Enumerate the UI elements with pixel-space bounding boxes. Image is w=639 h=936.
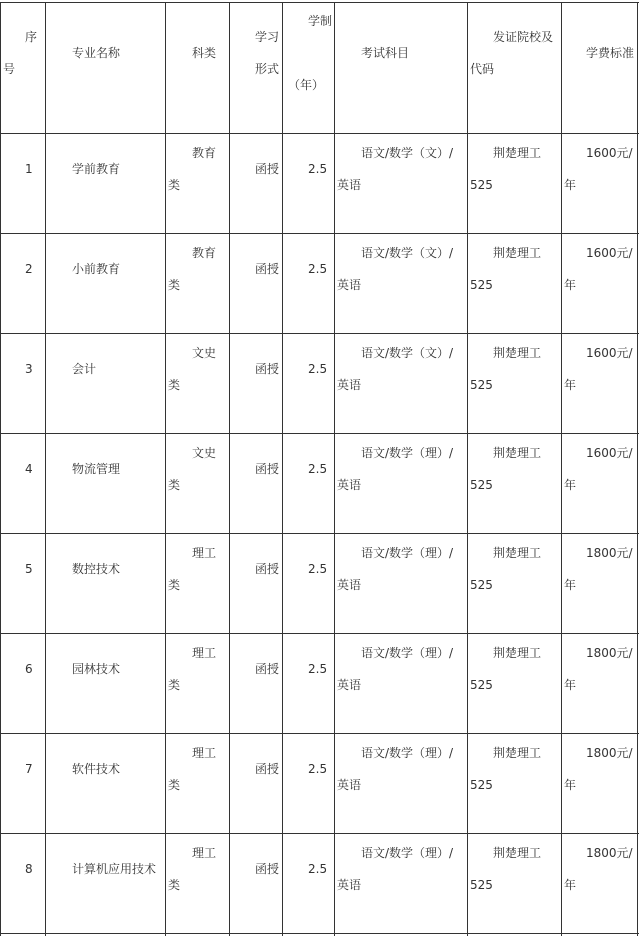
cell-major: 软件技术 (72, 762, 121, 776)
cell-school: 525 (470, 278, 493, 292)
header-school: 代码 (470, 62, 495, 76)
cell-category: 理工 (192, 746, 217, 760)
cell-seq: 5 (25, 562, 33, 576)
header-subjects: 考试科目 (361, 46, 410, 60)
header-seq: 序 (25, 30, 38, 44)
cell-fee: 年 (564, 878, 577, 892)
cell-category: 理工 (192, 646, 217, 660)
grid-line (0, 2, 639, 3)
cell-seq: 3 (25, 362, 33, 376)
cell-subjects: 语文/数学（理）/ (361, 846, 454, 860)
cell-major: 学前教育 (72, 162, 121, 176)
cell-fee: 1600元/ (586, 446, 633, 460)
cell-fee: 年 (564, 278, 577, 292)
header-category: 科类 (192, 46, 217, 60)
grid-line (637, 2, 638, 936)
cell-subjects: 语文/数学（文）/ (361, 346, 454, 360)
cell-seq: 2 (25, 262, 33, 276)
cell-subjects: 语文/数学（文）/ (361, 246, 454, 260)
cell-study-mode: 函授 (255, 562, 280, 576)
cell-category: 类 (168, 678, 181, 692)
cell-category: 教育 (192, 146, 217, 160)
cell-school: 荆楚理工 (493, 546, 542, 560)
header-major: 专业名称 (72, 46, 121, 60)
cell-study-mode: 函授 (255, 862, 280, 876)
cell-school: 525 (470, 478, 493, 492)
grid-line (0, 733, 639, 734)
grid-line (0, 133, 639, 134)
cell-study-mode: 函授 (255, 762, 280, 776)
cell-category: 教育 (192, 246, 217, 260)
cell-duration: 2.5 (308, 362, 328, 376)
cell-fee: 年 (564, 578, 577, 592)
header-fee: 学费标准 (586, 46, 635, 60)
cell-fee: 1800元/ (586, 746, 633, 760)
cell-category: 类 (168, 778, 181, 792)
cell-subjects: 英语 (337, 378, 362, 392)
cell-category: 文史 (192, 346, 217, 360)
cell-subjects: 语文/数学（理）/ (361, 546, 454, 560)
cell-major: 园林技术 (72, 662, 121, 676)
cell-duration: 2.5 (308, 162, 328, 176)
cell-category: 类 (168, 378, 181, 392)
cell-study-mode: 函授 (255, 462, 280, 476)
cell-category: 理工 (192, 546, 217, 560)
cell-category: 类 (168, 878, 181, 892)
cell-category: 文史 (192, 446, 217, 460)
grid-line (0, 233, 639, 234)
cell-subjects: 语文/数学（理）/ (361, 746, 454, 760)
cell-fee: 年 (564, 178, 577, 192)
cell-study-mode: 函授 (255, 262, 280, 276)
grid-line (0, 633, 639, 634)
cell-category: 类 (168, 278, 181, 292)
cell-school: 荆楚理工 (493, 746, 542, 760)
header-duration: 学制 (308, 14, 333, 28)
cell-seq: 6 (25, 662, 33, 676)
cell-fee: 年 (564, 678, 577, 692)
grid-line (0, 2, 1, 936)
cell-school: 525 (470, 378, 493, 392)
cell-school: 525 (470, 878, 493, 892)
cell-school: 525 (470, 778, 493, 792)
cell-fee: 年 (564, 478, 577, 492)
cell-school: 荆楚理工 (493, 146, 542, 160)
cell-subjects: 英语 (337, 178, 362, 192)
cell-subjects: 英语 (337, 278, 362, 292)
cell-category: 理工 (192, 846, 217, 860)
header-study-mode: 学习 (255, 30, 280, 44)
grid-line (229, 2, 230, 936)
grid-line (0, 433, 639, 434)
header-study-mode: 形式 (255, 62, 280, 76)
cell-school: 荆楚理工 (493, 246, 542, 260)
grid-line (561, 2, 562, 936)
header-seq: 号 (3, 62, 16, 76)
cell-major: 计算机应用技术 (72, 862, 157, 876)
cell-seq: 4 (25, 462, 33, 476)
cell-fee: 1600元/ (586, 246, 633, 260)
cell-duration: 2.5 (308, 862, 328, 876)
cell-school: 荆楚理工 (493, 446, 542, 460)
cell-subjects: 语文/数学（理）/ (361, 446, 454, 460)
cell-subjects: 英语 (337, 678, 362, 692)
cell-category: 类 (168, 578, 181, 592)
cell-fee: 1800元/ (586, 846, 633, 860)
grid-line (334, 2, 335, 936)
grid-line (45, 2, 46, 936)
cell-seq: 8 (25, 862, 33, 876)
cell-subjects: 英语 (337, 578, 362, 592)
cell-category: 类 (168, 478, 181, 492)
cell-duration: 2.5 (308, 562, 328, 576)
grid-line (0, 933, 639, 934)
cell-fee: 年 (564, 378, 577, 392)
grid-line (0, 333, 639, 334)
cell-school: 525 (470, 578, 493, 592)
cell-subjects: 英语 (337, 478, 362, 492)
cell-fee: 年 (564, 778, 577, 792)
header-duration: （年） (288, 78, 325, 92)
grid-line (282, 2, 283, 936)
cell-school: 荆楚理工 (493, 346, 542, 360)
cell-study-mode: 函授 (255, 362, 280, 376)
cell-major: 物流管理 (72, 462, 121, 476)
cell-school: 525 (470, 678, 493, 692)
cell-seq: 1 (25, 162, 33, 176)
cell-school: 荆楚理工 (493, 846, 542, 860)
header-school: 发证院校及 (493, 30, 554, 44)
cell-study-mode: 函授 (255, 662, 280, 676)
grid-line (467, 2, 468, 936)
cell-subjects: 英语 (337, 878, 362, 892)
cell-subjects: 语文/数学（文）/ (361, 146, 454, 160)
cell-category: 类 (168, 178, 181, 192)
cell-fee: 1600元/ (586, 146, 633, 160)
cell-fee: 1800元/ (586, 546, 633, 560)
cell-school: 荆楚理工 (493, 646, 542, 660)
cell-duration: 2.5 (308, 662, 328, 676)
cell-duration: 2.5 (308, 262, 328, 276)
cell-duration: 2.5 (308, 762, 328, 776)
grid-line (165, 2, 166, 936)
cell-major: 小前教育 (72, 262, 121, 276)
cell-subjects: 语文/数学（理）/ (361, 646, 454, 660)
cell-fee: 1800元/ (586, 646, 633, 660)
cell-school: 525 (470, 178, 493, 192)
cell-seq: 7 (25, 762, 33, 776)
cell-study-mode: 函授 (255, 162, 280, 176)
grid-line (0, 533, 639, 534)
cell-subjects: 英语 (337, 778, 362, 792)
cell-duration: 2.5 (308, 462, 328, 476)
grid-line (0, 833, 639, 834)
cell-major: 数控技术 (72, 562, 121, 576)
cell-major: 会计 (72, 362, 97, 376)
cell-fee: 1600元/ (586, 346, 633, 360)
